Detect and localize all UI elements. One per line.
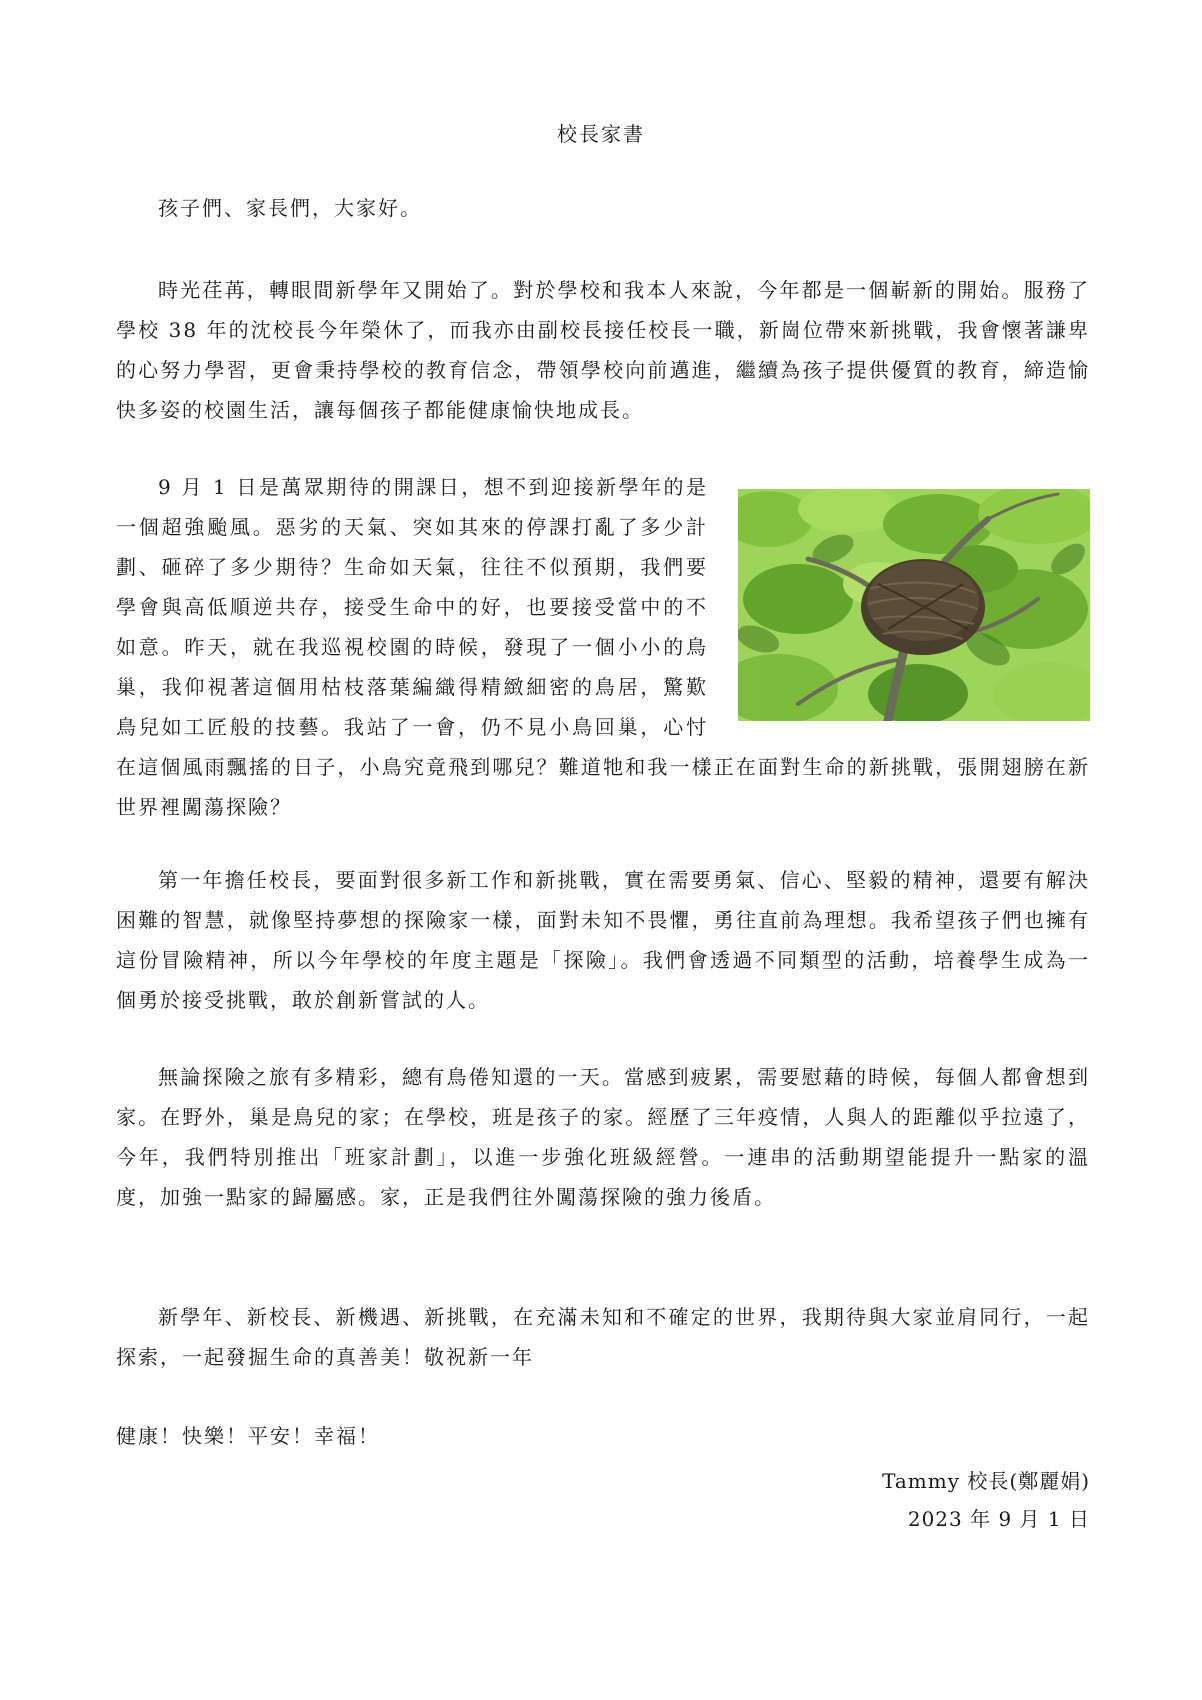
paragraph-bird-nest-text: 9 月 1 日是萬眾期待的開課日，想不到迎接新學年的是一個超強颱風。惡劣的天氣、突如其來的停課打亂了多少計劃、砸碎了多少期待？生命如天氣，往往不似預期，我們要學會與高低順逆共存，接受生命中的好，也要接受當中的不如意。昨天，就在我巡視校園的時候，發現了一個小小的鳥巢，我仰視著這個用枯枝落葉編織得精緻細密的鳥居，驚歎鳥兒如工匠般的技藝。我站了一會，仍不見小鳥回巢，心忖在這個風雨飄搖的日子，小鳥究竟飛到哪兒？難道牠和我一樣正在面對生命的新挑戰，張開翅膀在新世界裡闖蕩探險？ (116, 475, 1090, 819)
bird-nest-photo (738, 489, 1090, 721)
letter-title: 校長家書 (557, 122, 645, 146)
signature: Tammy 校長(鄭麗娟) (882, 1469, 1090, 1493)
paragraph-new-year: 時光荏苒，轉眼間新學年又開始了。對於學校和我本人來說，今年都是一個嶄新的開始。服務了學校 38 年的沈校長今年榮休了，而我亦由副校長接任校長一職，新崗位帶來新挑戰，我會懷著謙卑的心努力學習，更會秉持學校的教育信念，帶領學校向前邁進，繼續為孩子提供優質的教育，締造愉快多姿的校園生活，讓每個孩子都能健康愉快地成長。 (116, 278, 1090, 422)
letter-date: 2023 年 9 月 1 日 (907, 1507, 1090, 1531)
greeting: 孩子們、家長們，大家好。 (158, 196, 422, 220)
paragraph-class-home: 無論探險之旅有多精彩，總有鳥倦知還的一天。當感到疲累，需要慰藉的時候，每個人都會想到家。在野外，巢是鳥兒的家；在學校，班是孩子的家。經歷了三年疫情，人與人的距離似乎拉遠了，今年，我們特別推出「班家計劃」，以進一步強化班級經營。一連串的活動期望能提升一點家的溫度，加強一點家的歸屬感。家，正是我們往外闖蕩探險的強力後盾。 (116, 1065, 1090, 1209)
paragraph-wishes: 新學年、新校長、新機遇、新挑戰，在充滿未知和不確定的世界，我期待與大家並肩同行，一起探索，一起發掘生命的真善美！敬祝新一年 (116, 1305, 1090, 1369)
paragraph-adventure: 第一年擔任校長，要面對很多新工作和新挑戰，實在需要勇氣、信心、堅毅的精神，還要有解決困難的智慧，就像堅持夢想的探險家一樣，面對未知不畏懼，勇往直前為理想。我希望孩子們也擁有這份冒險精神，所以今年學校的年度主題是「探險」。我們會透過不同類型的活動，培養學生成為一個勇於接受挑戰，敢於創新嘗試的人。 (116, 868, 1090, 1012)
closing-wish: 健康！快樂！平安！幸福！ (116, 1424, 380, 1448)
paragraph-bird-nest (116, 467, 1090, 827)
